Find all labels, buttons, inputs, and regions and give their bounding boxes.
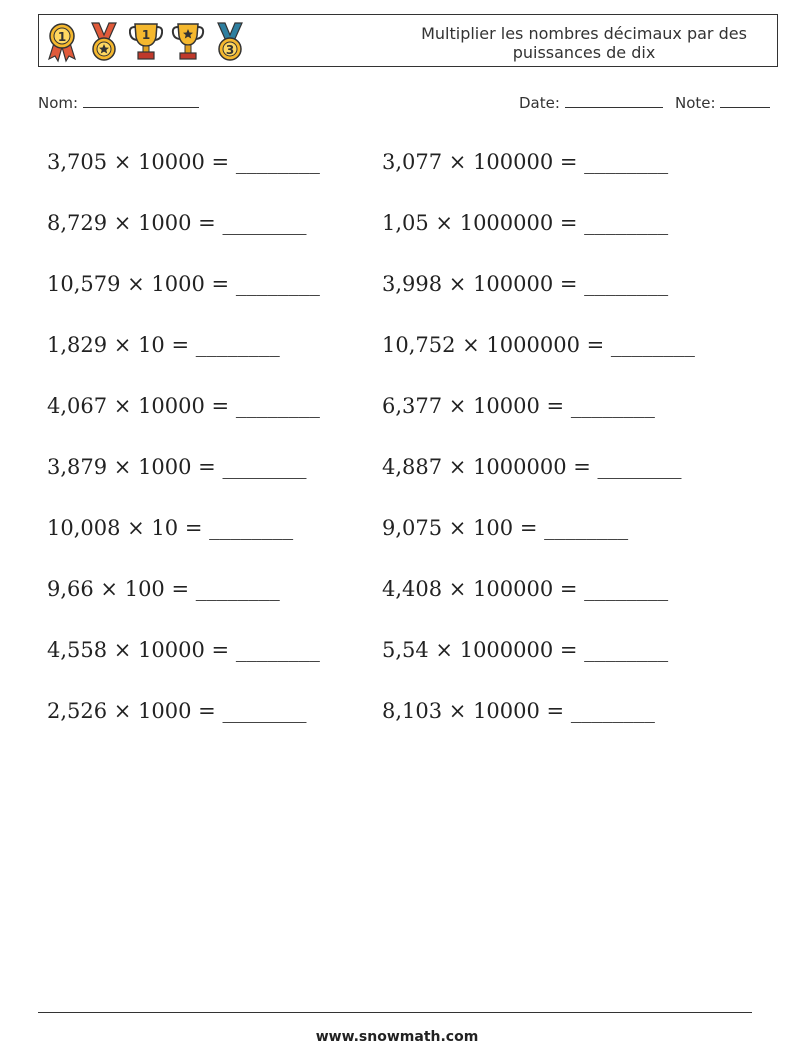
problem-11: 3,879 × 1000 = ________ [47, 455, 307, 479]
problem-15: 9,66 × 100 = ________ [47, 577, 280, 601]
problem-10: 6,377 × 10000 = ________ [382, 394, 655, 418]
problem-2: 3,077 × 100000 = ________ [382, 150, 669, 174]
name-field [38, 93, 199, 112]
problem-18: 5,54 × 1000000 = ________ [382, 638, 669, 662]
footer-divider [38, 1012, 752, 1013]
gold-medal-1-icon [45, 21, 79, 63]
problem-3: 8,729 × 1000 = ________ [47, 211, 307, 235]
problem-5: 10,579 × 1000 = ________ [47, 272, 320, 296]
worksheet-title: Multiplier les nombres décimaux par des puissances de dix [421, 24, 747, 62]
problem-9: 4,067 × 10000 = ________ [47, 394, 320, 418]
problem-12: 4,887 × 1000000 = ________ [382, 455, 682, 479]
star-medal-icon [87, 21, 121, 63]
star-trophy-icon [171, 21, 205, 63]
problem-4: 1,05 × 1000000 = ________ [382, 211, 669, 235]
trophy-1-icon [129, 21, 163, 63]
date-blank [565, 93, 663, 108]
score-blank [720, 93, 770, 108]
problem-13: 10,008 × 10 = ________ [47, 516, 294, 540]
problem-7: 1,829 × 10 = ________ [47, 333, 280, 357]
worksheet-header [38, 14, 778, 67]
score-field [675, 93, 770, 112]
icon-row [45, 21, 247, 63]
svg-text:1: 1 [57, 30, 67, 44]
problem-14: 9,075 × 100 = ________ [382, 516, 629, 540]
problem-6: 3,998 × 100000 = ________ [382, 272, 669, 296]
medal-3-icon [213, 21, 247, 63]
problem-19: 2,526 × 1000 = ________ [47, 699, 307, 723]
problem-17: 4,558 × 10000 = ________ [47, 638, 320, 662]
date-field [519, 93, 663, 112]
date-label: Date: [519, 94, 560, 112]
problem-20: 8,103 × 10000 = ________ [382, 699, 655, 723]
name-blank [83, 93, 199, 108]
problem-8: 10,752 × 1000000 = ________ [382, 333, 695, 357]
problem-1: 3,705 × 10000 = ________ [47, 150, 320, 174]
problem-16: 4,408 × 100000 = ________ [382, 577, 669, 601]
svg-text:3: 3 [225, 43, 235, 57]
score-label: Note: [675, 94, 716, 112]
svg-text:1: 1 [141, 28, 151, 42]
footer-website: www.snowmath.com [315, 1029, 479, 1045]
name-label: Nom: [38, 94, 79, 112]
